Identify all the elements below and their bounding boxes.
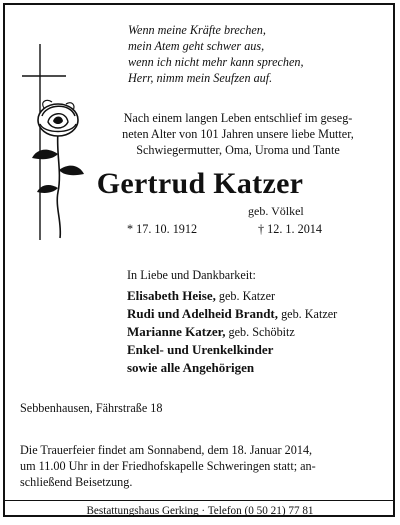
mourner-name: sowie alle Angehörigen <box>127 360 255 375</box>
thanks-heading: In Liebe und Dankbarkeit: <box>127 268 256 282</box>
poem-line: Wenn meine Kräfte brechen, <box>128 23 266 37</box>
intro-text <box>88 110 388 158</box>
birth-date: * 17. 10. 1912 <box>127 222 198 236</box>
mourner-name: Elisabeth Heise, <box>127 288 216 303</box>
mourners-list <box>127 287 337 377</box>
poem-line: mein Atem geht schwer aus, <box>128 39 265 53</box>
deceased-name: Gertrud Katzer <box>96 167 304 200</box>
ceremony-line: um 11.00 Uhr in der Friedhofskapelle Schweringen statt; an- <box>20 459 316 473</box>
mourner-note: geb. Katzer <box>278 307 338 321</box>
poem-verse <box>128 22 388 86</box>
mourner-entry <box>127 359 337 377</box>
intro-line: neten Alter von 101 Jahren unsere liebe Mutter, <box>122 127 354 141</box>
mourner-entry <box>127 323 337 341</box>
intro-line: Schwiegermutter, Oma, Uroma und Tante <box>136 143 340 157</box>
mourner-note: geb. Katzer <box>215 289 276 303</box>
ceremony-notice <box>20 442 382 490</box>
family-address: Sebbenhausen, Fährstraße 18 <box>20 401 163 415</box>
intro-line: Nach einem langen Leben entschlief im geseg- <box>123 111 353 125</box>
mourner-entry <box>127 305 337 323</box>
ceremony-line: Die Trauerfeier findet am Sonnabend, dem 18. Januar 2014, <box>20 443 313 457</box>
cross-with-rose-icon <box>18 42 90 242</box>
mourner-name: Rudi und Adelheid Brandt, <box>127 306 279 321</box>
mourner-name: Marianne Katzer, <box>127 324 226 339</box>
death-date: † 12. 1. 2014 <box>258 222 322 236</box>
poem-line: wenn ich nicht mehr kann sprechen, <box>128 55 304 69</box>
ceremony-line: schließend Beisetzung. <box>20 475 133 489</box>
mourner-name: Enkel- und Urenkelkinder <box>127 342 274 357</box>
poem-line: Herr, nimm mein Seufzen auf. <box>128 71 273 85</box>
funeral-home-footer: Bestattungshaus Gerking · Telefon (0 50 21) 77 81 <box>86 505 314 517</box>
mourner-entry <box>127 287 337 305</box>
mourner-note: geb. Schöbitz <box>225 325 295 339</box>
footer-divider <box>3 500 395 501</box>
maiden-name: geb. Völkel <box>248 204 304 218</box>
mourner-entry <box>127 341 337 359</box>
